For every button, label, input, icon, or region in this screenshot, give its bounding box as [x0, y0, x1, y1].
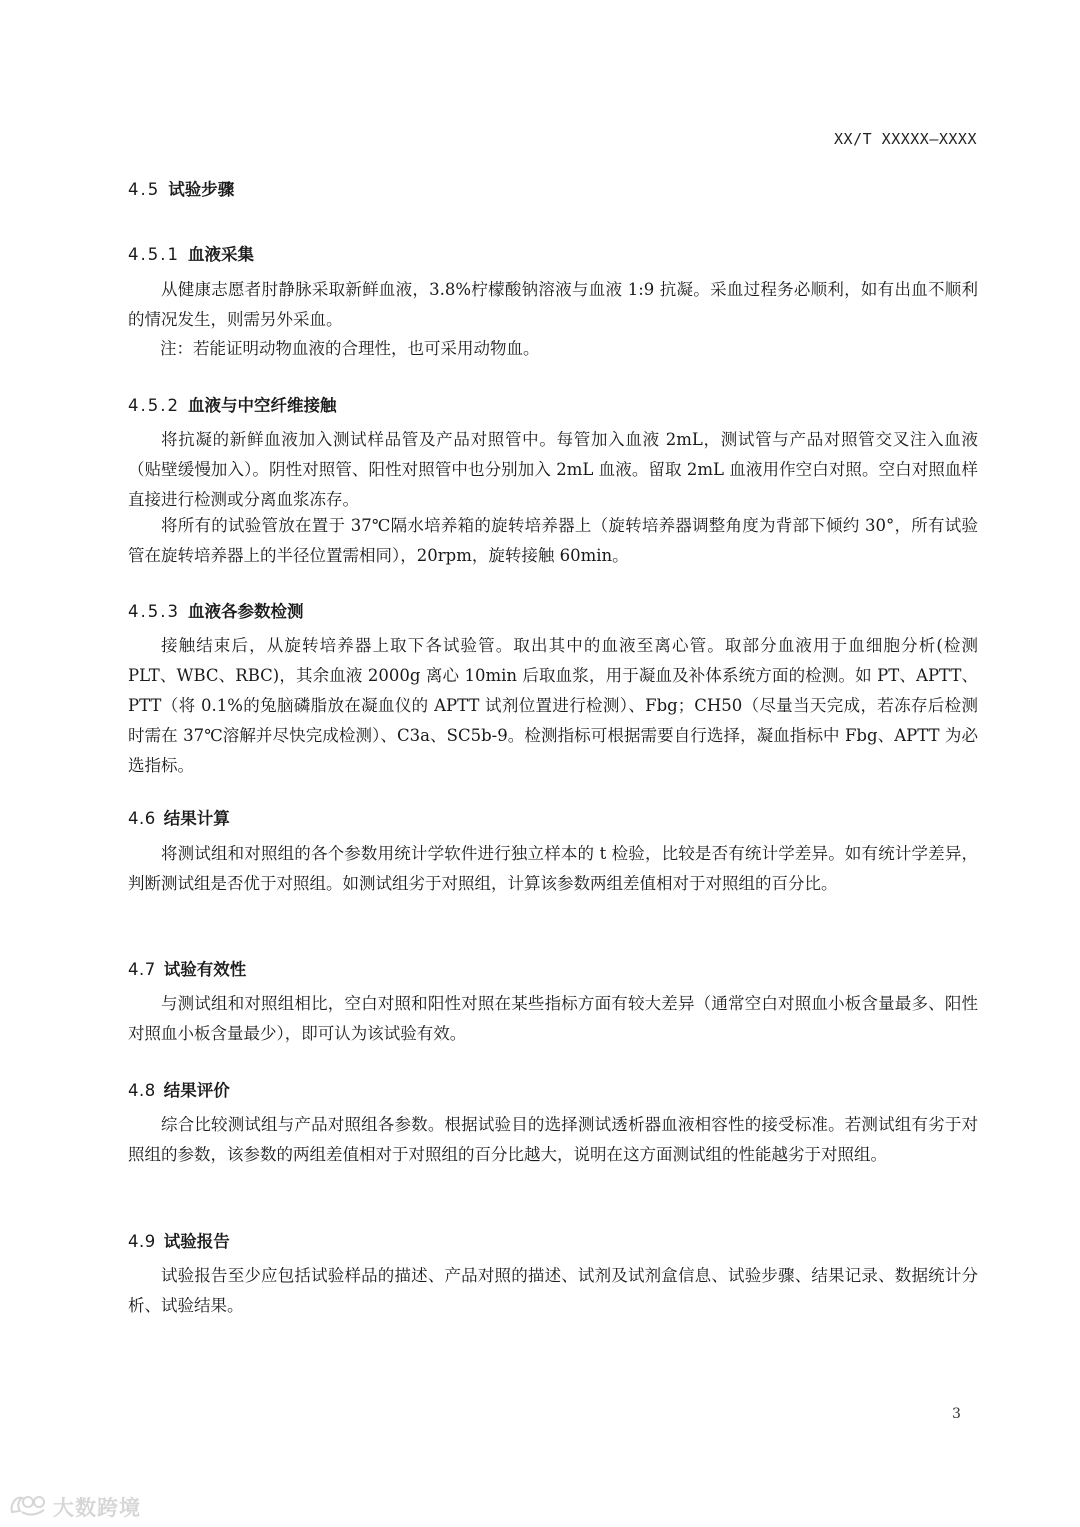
section-number: 4.8 — [128, 1081, 156, 1100]
section-title: 结果计算 — [163, 809, 230, 828]
section-number: 4.6 — [128, 809, 156, 828]
section-title: 试验有效性 — [163, 960, 247, 979]
section-4-5-3-paragraph: 接触结束后，从旋转培养器上取下各试验管。取出其中的血液至离心管。取部分血液用于血细胞分析(检测 PLT、WBC、RBC)，其余血液 2000g 离心 10min 后取血浆，用于凝血及补体系统方面的检测。如 PT、APTT、PTT（将 0.1%的兔脑磷脂放在凝血仪的 APTT 试剂位置进行检测）、Fbg；CH50（尽量当天完成，若冻存后检测时需在 37℃溶解并尽快完成检测）、C3a、SC5b-9。检测指标可根据需要自行选择，凝血指标中 Fbg、APTT 为必选指标。 — [128, 636, 978, 775]
section-4-5-3-heading — [128, 598, 303, 622]
section-4-6-heading — [128, 805, 230, 829]
section-4-9-paragraph: 试验报告至少应包括试验样品的描述、产品对照的描述、试剂及试剂盒信息、试验步骤、结果记录、数据统计分析、试验结果。 — [128, 1266, 978, 1315]
section-4-9-heading — [128, 1228, 230, 1252]
section-4-8-heading — [128, 1077, 230, 1101]
page-number: 3 — [952, 1406, 961, 1422]
section-4-6-paragraph: 将测试组和对照组的各个参数用统计学软件进行独立样本的 t 检验，比较是否有统计学差异。如有统计学差异，判断测试组是否优于对照组。如测试组劣于对照组，计算该参数两组差值相对于对照组的百分比。 — [128, 844, 978, 893]
section-title: 试验报告 — [163, 1232, 230, 1251]
section-4-7-heading — [128, 956, 246, 980]
section-number: 4.5.2 — [128, 396, 180, 415]
section-4-5-1-heading — [128, 241, 254, 265]
section-number: 4.7 — [128, 960, 156, 979]
section-title: 血液与中空纤维接触 — [187, 396, 337, 415]
section-4-5-2-heading — [128, 392, 336, 416]
section-number: 4.5.3 — [128, 602, 180, 621]
document-code: XX/T XXXXX—XXXX — [834, 130, 977, 148]
section-4-5-1-paragraph: 从健康志愿者肘静脉采取新鲜血液，3.8%柠檬酸钠溶液与血液 1:9 抗凝。采血过程务必顺利，如有出血不顺利的情况发生，则需另外采血。 — [128, 280, 978, 329]
watermark — [8, 1492, 141, 1522]
watermark-logo-icon — [8, 1492, 50, 1522]
section-number: 4.5 — [128, 180, 161, 199]
watermark-text: 大数跨境 — [53, 1496, 141, 1520]
section-4-8-paragraph: 综合比较测试组与产品对照组各参数。根据试验目的选择测试透析器血液相容性的接受标准。若测试组有劣于对照组的参数，该参数的两组差值相对于对照组的百分比越大，说明在这方面测试组的性能越劣于对照组。 — [128, 1115, 978, 1164]
section-title: 结果评价 — [163, 1081, 230, 1100]
section-number: 4.5.1 — [128, 245, 180, 264]
section-4-5-heading — [128, 176, 234, 200]
section-4-5-2-paragraph-2: 将所有的试验管放在置于 37℃隔水培养箱的旋转培养器上（旋转培养器调整角度为背部下倾约 30°，所有试验管在旋转培养器上的半径位置需相同），20rpm，旋转接触 60min。 — [128, 516, 978, 565]
section-4-7-paragraph: 与测试组和对照组相比，空白对照和阳性对照在某些指标方面有较大差异（通常空白对照血小板含量最多、阳性对照血小板含量最少），即可认为该试验有效。 — [128, 994, 978, 1043]
section-title: 血液各参数检测 — [187, 602, 304, 621]
section-title: 血液采集 — [187, 245, 254, 264]
section-4-5-1-note: 注：若能证明动物血液的合理性，也可采用动物血。 — [160, 339, 540, 358]
section-4-5-2-paragraph-1: 将抗凝的新鲜血液加入测试样品管及产品对照管中。每管加入血液 2mL，测试管与产品对照管交叉注入血液（贴壁缓慢加入）。阴性对照管、阳性对照管中也分别加入 2mL 血液。留取 2mL 血液用作空白对照。空白对照血样直接进行检测或分离血浆冻存。 — [128, 430, 978, 509]
section-number: 4.9 — [128, 1232, 156, 1251]
section-title: 试验步骤 — [168, 180, 235, 199]
